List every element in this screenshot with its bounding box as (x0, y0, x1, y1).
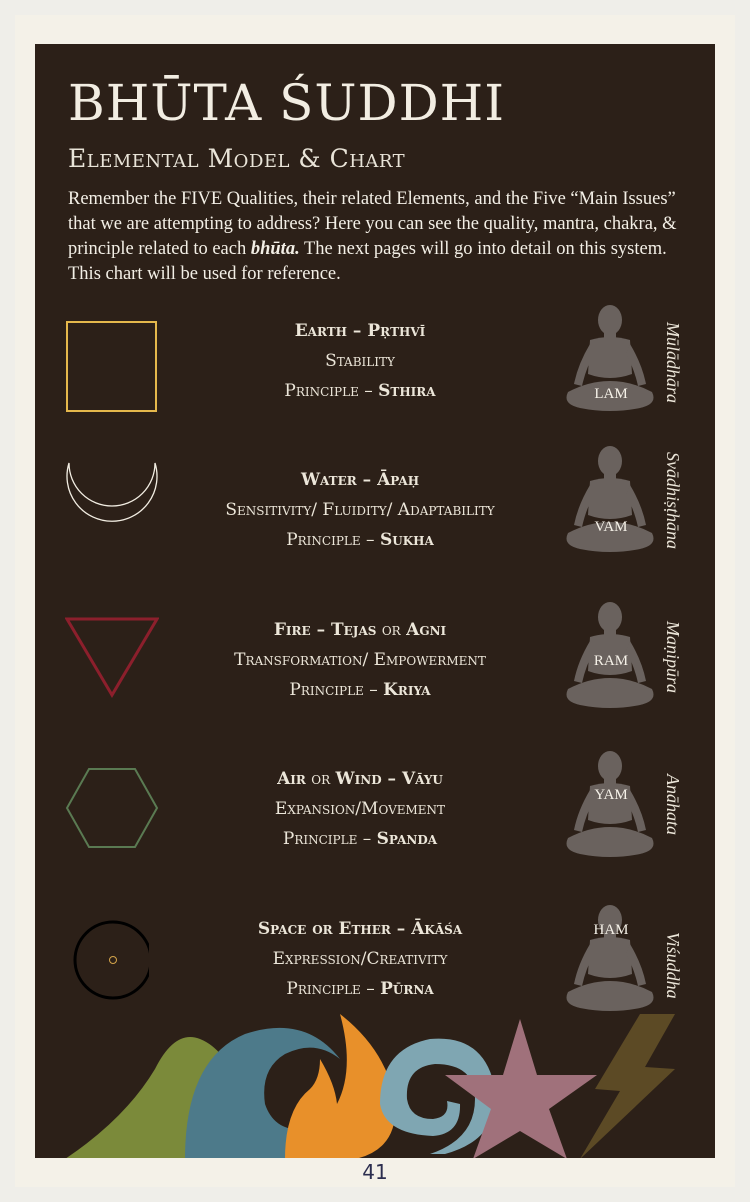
element-principle: Principle – Sukha (286, 530, 434, 550)
element-row-water (35, 452, 715, 585)
mantra-label: LAM (594, 386, 628, 402)
page-title: BHŪTA ŚUDDHI (68, 74, 506, 132)
inverted-triangle-icon (65, 617, 159, 699)
element-quality: Expansion/Movement (274, 799, 446, 819)
element-quality: Stability (325, 351, 395, 371)
content-panel (35, 44, 715, 1158)
lightning-icon (580, 1014, 675, 1158)
mantra-label: YAM (594, 787, 628, 803)
element-text-air (175, 764, 545, 854)
element-principle: Principle – Sthira (284, 381, 436, 401)
mantra-label: VAM (594, 519, 628, 535)
element-row-earth (35, 316, 715, 436)
intro-text-1: Remember the FIVE Qualities, their related Elements, and the Five “Main Issues” that we are attempting to address? Here you can see the quality, mantra, chakra, & principle related to each (68, 189, 677, 259)
element-name: Fire – Tejas or Agni (273, 620, 447, 640)
element-quality: Transformation/ Empowerment (234, 650, 486, 670)
element-text-water (175, 465, 545, 555)
intro-emphasis: bhūta. (250, 239, 300, 259)
element-principle: Principle – Pūrna (286, 979, 434, 999)
element-text-fire (175, 615, 545, 705)
chakra-label: Viśuddha (663, 932, 683, 999)
element-name: Space or Ether – Ākāśa (257, 919, 463, 939)
crescent-icon (65, 455, 161, 551)
page-subtitle: Elemental Model & Chart (68, 144, 406, 173)
circle-dot-icon (65, 916, 149, 1000)
element-name: Water – Āpaḥ (300, 470, 420, 490)
element-text-earth (175, 316, 545, 406)
chakra-label: Anāhata (663, 774, 683, 835)
mantra-label: HAM (593, 922, 629, 938)
element-row-air (35, 764, 715, 884)
intro-paragraph (68, 187, 698, 287)
chakra-label: Mūlādhāra (663, 322, 683, 403)
element-shapes-illustration (35, 1009, 715, 1158)
element-name: Air or Wind – Vāyu (277, 769, 443, 789)
element-name: Earth – Pṛthvī (294, 321, 426, 341)
element-principle: Principle – Spanda (282, 829, 438, 849)
chakra-label: Maṇipūra (663, 621, 683, 693)
element-text-space (175, 914, 545, 1004)
element-quality: Sensitivity/ Fluidity/ Adaptability (225, 500, 495, 520)
element-quality: Expression/Creativity (272, 949, 448, 969)
chakra-label: Svādhiṣṭhāna (663, 452, 683, 549)
element-row-fire (35, 615, 715, 735)
element-principle: Principle – Kriya (289, 680, 431, 700)
intro-text-2: The next pages will go into detail on this system. This chart will be used for reference. (68, 239, 667, 284)
page-number: 41 (362, 1160, 388, 1184)
hexagon-icon (65, 767, 159, 849)
mantra-label: RAM (593, 653, 629, 669)
square-icon (65, 320, 159, 414)
